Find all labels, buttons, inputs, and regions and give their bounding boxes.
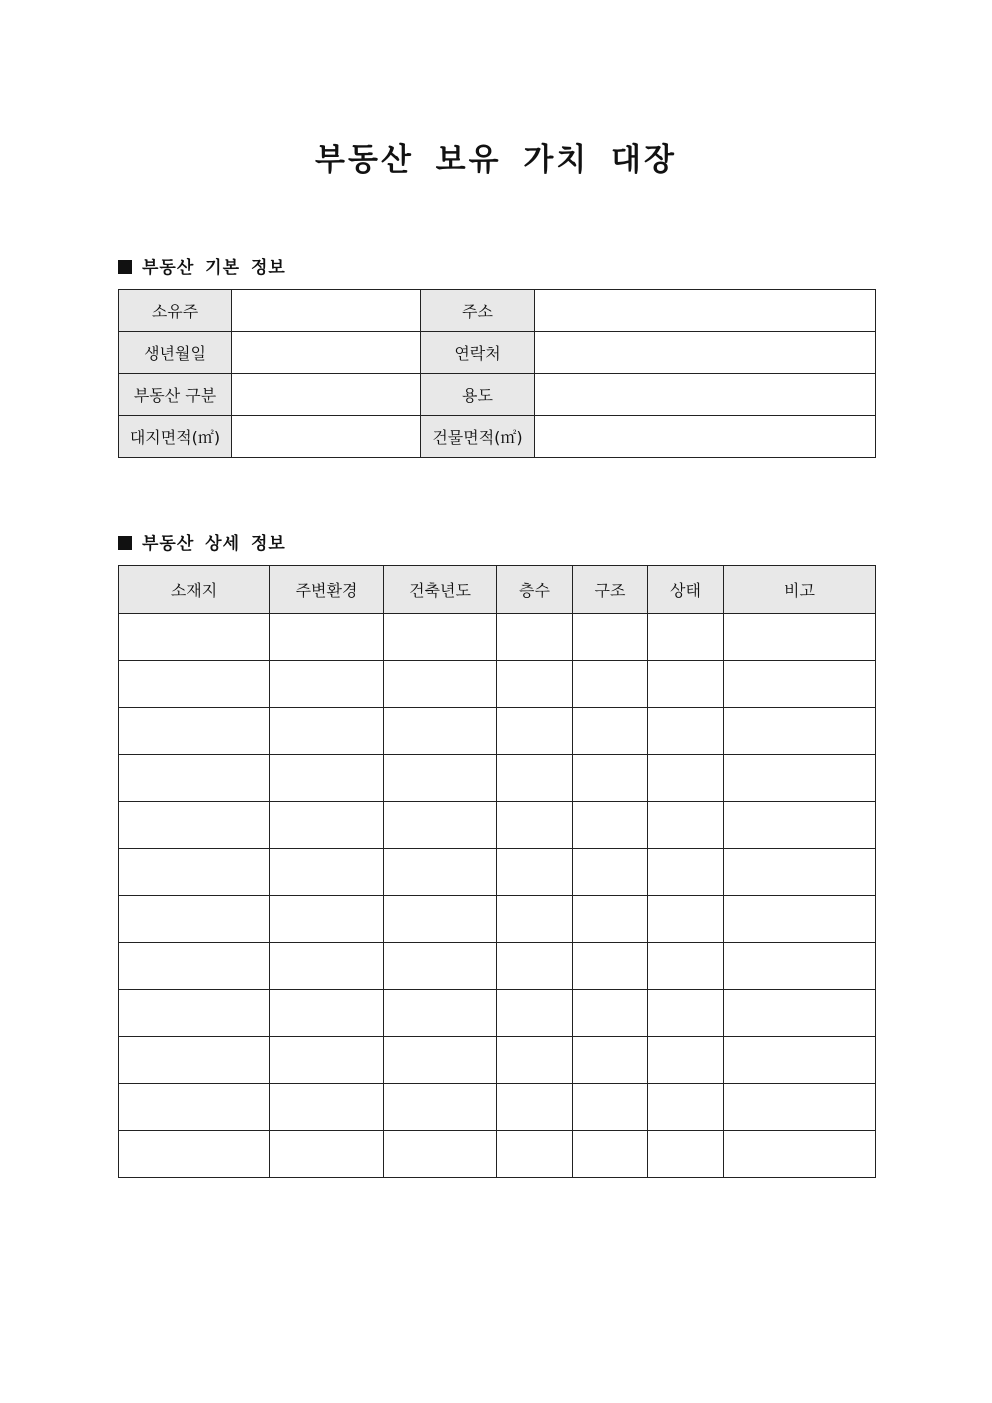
table-cell[interactable]: [497, 1084, 573, 1131]
table-cell[interactable]: [497, 990, 573, 1037]
table-cell[interactable]: [270, 755, 384, 802]
basic-info-heading: [118, 253, 286, 278]
detail-info-heading-text: 부동산 상세 정보: [142, 534, 286, 554]
column-header: 비고: [724, 566, 876, 614]
table-cell[interactable]: [648, 990, 724, 1037]
table-cell[interactable]: [119, 990, 270, 1037]
info-value-field[interactable]: [232, 374, 421, 416]
table-row: [119, 1131, 876, 1178]
detail-header-row: [119, 566, 876, 614]
table-cell[interactable]: [497, 708, 573, 755]
table-row: [119, 614, 876, 661]
table-cell[interactable]: [119, 802, 270, 849]
table-cell[interactable]: [573, 896, 648, 943]
info-value-field[interactable]: [535, 290, 876, 332]
table-cell[interactable]: [119, 1084, 270, 1131]
table-cell[interactable]: [270, 943, 384, 990]
table-cell[interactable]: [119, 1037, 270, 1084]
table-cell[interactable]: [573, 708, 648, 755]
table-cell[interactable]: [497, 661, 573, 708]
table-cell[interactable]: [384, 943, 497, 990]
table-row: [119, 943, 876, 990]
table-cell[interactable]: [573, 1131, 648, 1178]
table-cell[interactable]: [724, 849, 876, 896]
square-bullet-icon: [118, 536, 132, 550]
info-value-field[interactable]: [232, 332, 421, 374]
table-cell[interactable]: [724, 708, 876, 755]
basic-info-table: [118, 289, 876, 458]
table-cell[interactable]: [648, 614, 724, 661]
table-cell[interactable]: [724, 802, 876, 849]
table-cell[interactable]: [384, 1084, 497, 1131]
info-label: 연락처: [421, 332, 535, 374]
table-cell[interactable]: [384, 708, 497, 755]
table-row: [119, 755, 876, 802]
table-cell[interactable]: [270, 990, 384, 1037]
table-cell[interactable]: [270, 661, 384, 708]
column-header: 구조: [573, 566, 648, 614]
table-cell[interactable]: [119, 849, 270, 896]
table-cell[interactable]: [573, 943, 648, 990]
info-label: 건물면적(㎡): [421, 416, 535, 458]
basic-info-row: [119, 416, 876, 458]
column-header: 상태: [648, 566, 724, 614]
basic-info-row: [119, 374, 876, 416]
table-cell[interactable]: [497, 755, 573, 802]
table-cell[interactable]: [573, 755, 648, 802]
table-cell[interactable]: [648, 802, 724, 849]
table-cell[interactable]: [497, 1037, 573, 1084]
table-cell[interactable]: [724, 661, 876, 708]
table-cell[interactable]: [384, 755, 497, 802]
table-cell[interactable]: [573, 614, 648, 661]
detail-info-table: [118, 565, 876, 1178]
table-cell[interactable]: [384, 896, 497, 943]
table-cell[interactable]: [724, 896, 876, 943]
column-header: 건축년도: [384, 566, 497, 614]
table-cell[interactable]: [724, 990, 876, 1037]
detail-info-heading: [118, 529, 286, 554]
table-row: [119, 1037, 876, 1084]
table-cell[interactable]: [724, 1037, 876, 1084]
basic-info-row: [119, 290, 876, 332]
table-cell[interactable]: [648, 1037, 724, 1084]
table-cell[interactable]: [497, 896, 573, 943]
table-cell[interactable]: [497, 614, 573, 661]
table-row: [119, 708, 876, 755]
table-cell[interactable]: [119, 1131, 270, 1178]
table-cell[interactable]: [648, 708, 724, 755]
table-cell[interactable]: [573, 661, 648, 708]
table-cell[interactable]: [648, 661, 724, 708]
basic-info-heading-text: 부동산 기본 정보: [142, 258, 286, 278]
table-cell[interactable]: [724, 1131, 876, 1178]
table-cell[interactable]: [384, 661, 497, 708]
info-value-field[interactable]: [232, 290, 421, 332]
info-label: 용도: [421, 374, 535, 416]
info-label: 부동산 구분: [119, 374, 232, 416]
table-cell[interactable]: [648, 943, 724, 990]
table-row: [119, 661, 876, 708]
table-cell[interactable]: [648, 849, 724, 896]
table-cell[interactable]: [270, 1037, 384, 1084]
column-header: 소재지: [119, 566, 270, 614]
column-header: 주변환경: [270, 566, 384, 614]
table-cell[interactable]: [573, 1084, 648, 1131]
table-cell[interactable]: [384, 990, 497, 1037]
table-cell[interactable]: [270, 1131, 384, 1178]
table-cell[interactable]: [270, 1084, 384, 1131]
table-cell[interactable]: [497, 802, 573, 849]
table-cell[interactable]: [119, 896, 270, 943]
square-bullet-icon: [118, 260, 132, 274]
table-cell[interactable]: [270, 708, 384, 755]
table-cell[interactable]: [270, 802, 384, 849]
info-value-field[interactable]: [535, 374, 876, 416]
column-header: 층수: [497, 566, 573, 614]
info-label: 주소: [421, 290, 535, 332]
table-row: [119, 896, 876, 943]
table-cell[interactable]: [573, 802, 648, 849]
table-cell[interactable]: [648, 1131, 724, 1178]
table-cell[interactable]: [119, 943, 270, 990]
info-label: 생년월일: [119, 332, 232, 374]
table-cell[interactable]: [497, 849, 573, 896]
table-row: [119, 990, 876, 1037]
table-row: [119, 1084, 876, 1131]
table-cell[interactable]: [119, 614, 270, 661]
table-cell[interactable]: [497, 943, 573, 990]
table-cell[interactable]: [119, 661, 270, 708]
table-cell[interactable]: [270, 849, 384, 896]
table-cell[interactable]: [384, 802, 497, 849]
table-cell[interactable]: [384, 1037, 497, 1084]
table-cell[interactable]: [724, 943, 876, 990]
table-cell[interactable]: [648, 1084, 724, 1131]
table-cell[interactable]: [384, 1131, 497, 1178]
table-cell[interactable]: [724, 1084, 876, 1131]
info-value-field[interactable]: [535, 332, 876, 374]
table-cell[interactable]: [270, 614, 384, 661]
table-cell[interactable]: [648, 896, 724, 943]
table-cell[interactable]: [724, 614, 876, 661]
info-label: 대지면적(㎡): [119, 416, 232, 458]
info-label: 소유주: [119, 290, 232, 332]
table-row: [119, 802, 876, 849]
table-cell[interactable]: [573, 990, 648, 1037]
table-cell[interactable]: [119, 708, 270, 755]
basic-info-row: [119, 332, 876, 374]
table-cell[interactable]: [384, 614, 497, 661]
table-row: [119, 849, 876, 896]
document-title: 부동산 보유 가치 대장: [315, 142, 677, 178]
table-cell[interactable]: [119, 755, 270, 802]
info-value-field[interactable]: [232, 416, 421, 458]
table-cell[interactable]: [724, 755, 876, 802]
table-cell[interactable]: [497, 1131, 573, 1178]
table-cell[interactable]: [270, 896, 384, 943]
table-cell[interactable]: [573, 1037, 648, 1084]
table-cell[interactable]: [573, 849, 648, 896]
table-cell[interactable]: [648, 755, 724, 802]
info-value-field[interactable]: [535, 416, 876, 458]
table-cell[interactable]: [384, 849, 497, 896]
